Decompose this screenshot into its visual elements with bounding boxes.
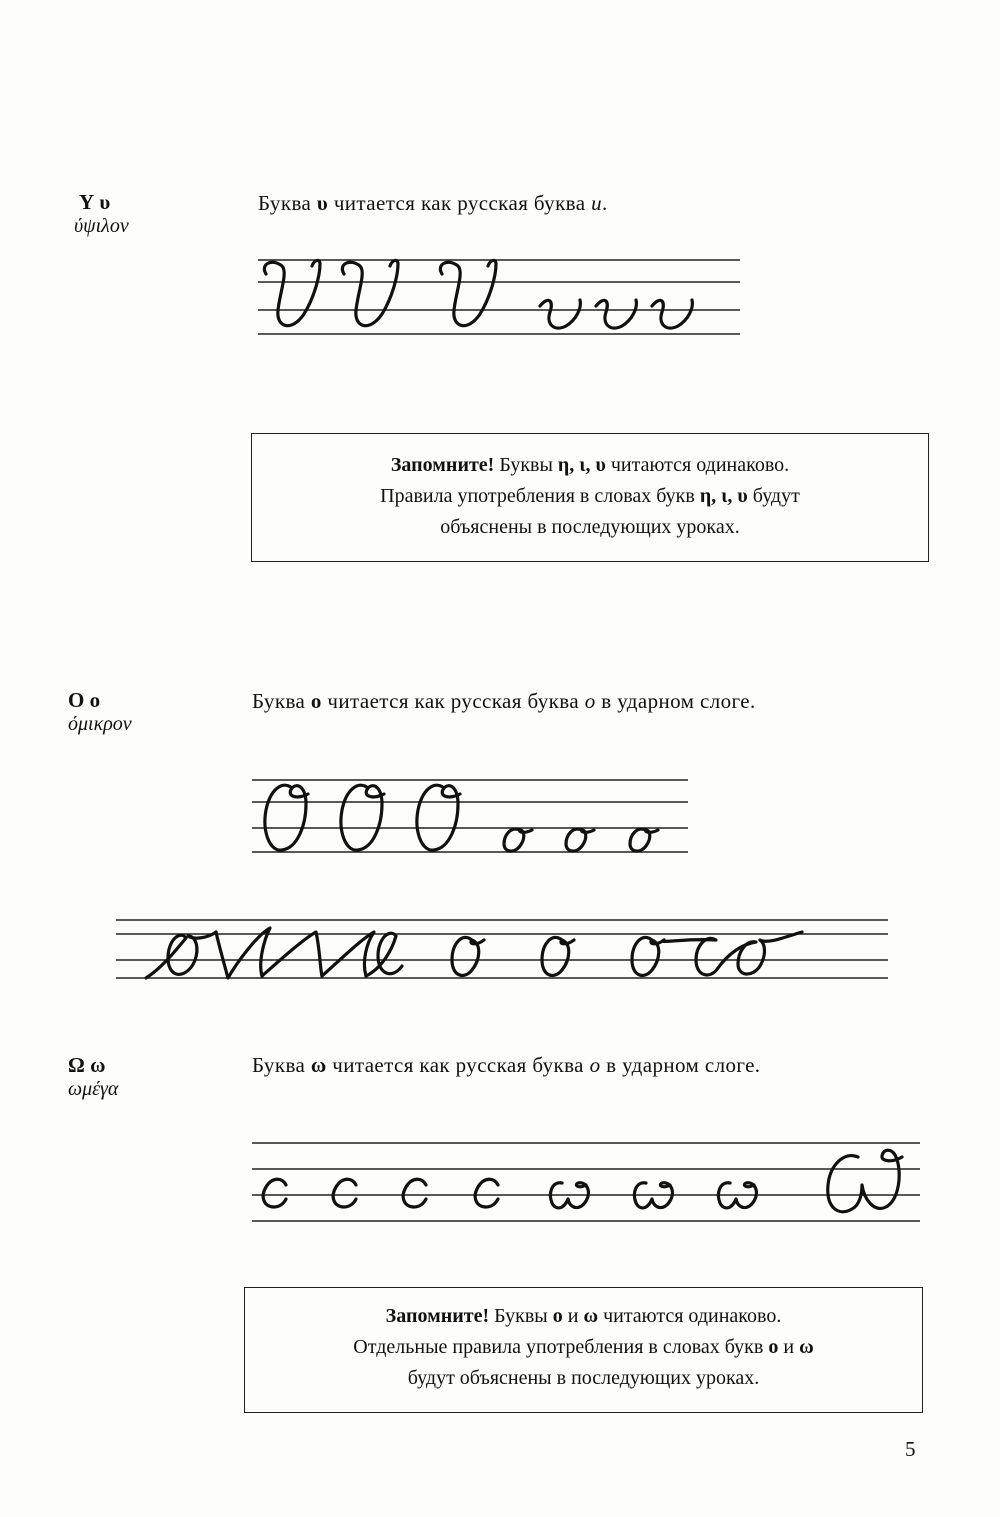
- description-upsilon: Буква υ читается как русская буква и.: [258, 191, 608, 215]
- letter-heading-upsilon: Υ υ: [79, 190, 111, 214]
- handwriting-sample-upsilon: [258, 252, 748, 344]
- letter-name-omega: ωμέγα: [68, 1078, 119, 1100]
- note-line-3: объяснены в последующих уроках.: [440, 516, 740, 538]
- handwriting-connected-omicron: [116, 910, 896, 990]
- letter-heading-omega: Ω ω: [68, 1053, 106, 1077]
- description-omicron: Буква ο читается как русская буква о в ударном слоге.: [252, 689, 756, 713]
- note-box-eta-iota-upsilon: [251, 433, 929, 562]
- letter-heading-omicron: Ο ο: [68, 688, 101, 712]
- description-omega: Буква ω читается как русская буква о в ударном слоге.: [252, 1053, 761, 1077]
- handwriting-sample-omicron: [252, 770, 692, 860]
- handwriting-sample-omega: [252, 1135, 932, 1230]
- note-line-2: Правила употребления в словах букв η, ι, υ будут: [380, 485, 800, 507]
- page-number: 5: [905, 1437, 916, 1461]
- letter-name-omicron: όμικρον: [68, 713, 132, 735]
- note-line-2: Отдельные правила употребления в словах букв ο и ω: [353, 1336, 814, 1358]
- note-box-omicron-omega: [244, 1287, 923, 1413]
- note-line-1: Запомните! Буквы η, ι, υ читаются одинаково.: [390, 454, 790, 476]
- note-line-3: будут объяснены в последующих уроках.: [407, 1367, 760, 1389]
- note-line-1: Запомните! Буквы ο и ω читаются одинаково.: [385, 1305, 782, 1327]
- letter-name-upsilon: ύψιλον: [74, 215, 129, 237]
